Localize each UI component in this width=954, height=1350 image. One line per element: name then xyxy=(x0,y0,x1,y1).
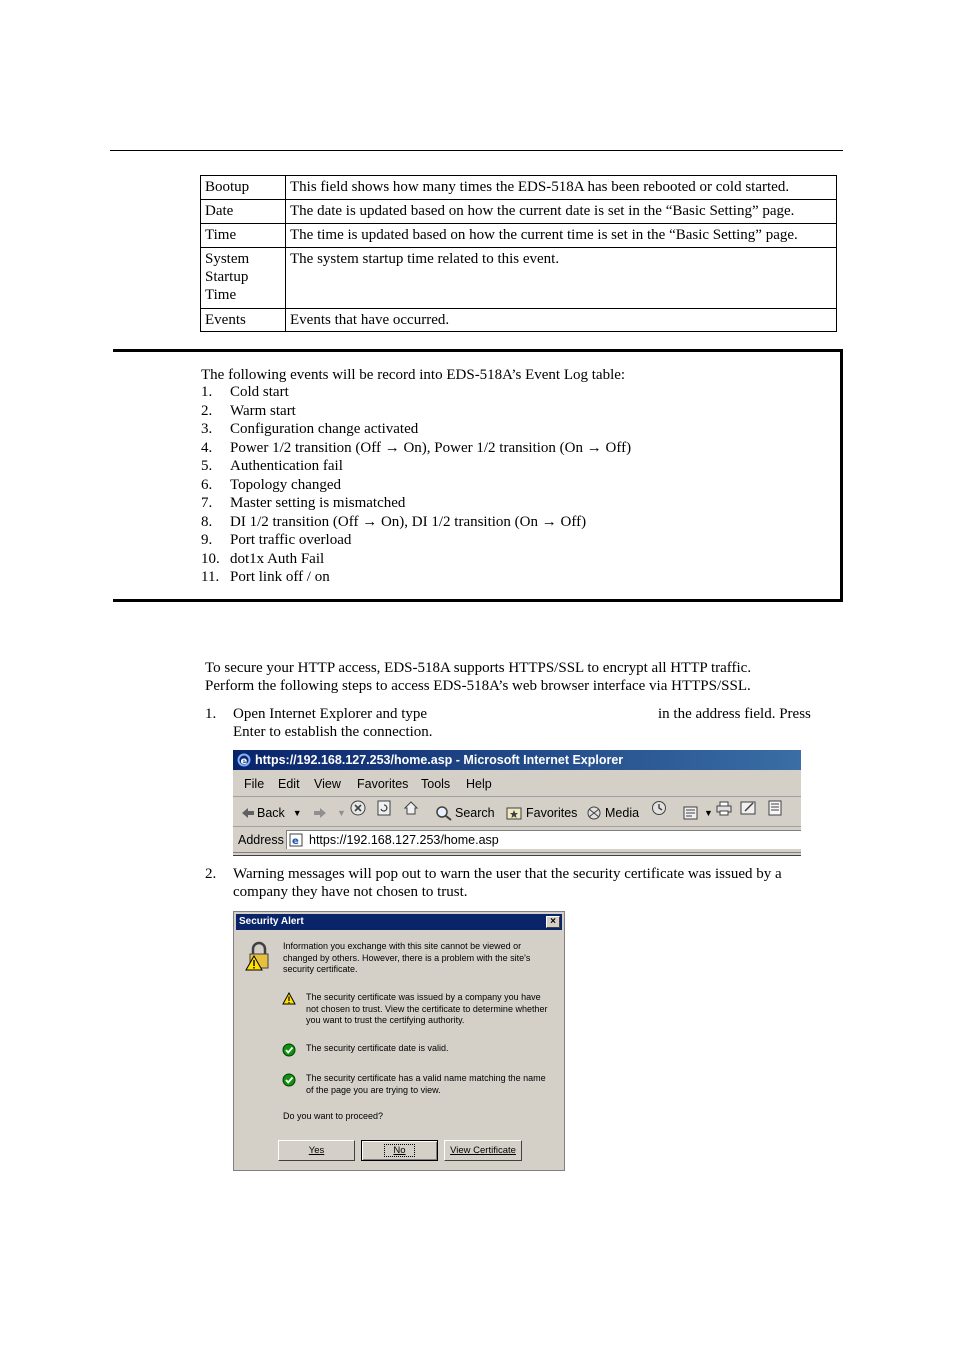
history-icon xyxy=(650,800,668,816)
field-name: System Startup Time xyxy=(201,248,286,309)
list-item-number: 4. xyxy=(201,439,213,456)
step-number: 2. xyxy=(205,866,217,882)
field-description: Events that have occurred. xyxy=(286,309,837,332)
warning-untrusted-issuer: The security certificate was issued by a company you have not chosen to trust. View the certificate to determine whether you want to trust the certifying authority. xyxy=(306,992,548,1025)
table-row xyxy=(201,224,837,248)
browser-window xyxy=(233,750,801,856)
address-url: https://192.168.127.253/home.asp xyxy=(309,833,499,847)
ok-name-valid: The security certificate has a valid name matching the name of the page you are trying to view. xyxy=(306,1073,546,1095)
list-item xyxy=(201,457,631,476)
home-icon xyxy=(403,800,419,816)
browser-content-edge xyxy=(233,852,801,856)
list-item-text: Warm start xyxy=(230,402,296,419)
field-name: Bootup xyxy=(201,176,286,200)
list-item xyxy=(201,550,631,569)
step-2 xyxy=(205,865,825,905)
back-arrow-icon xyxy=(241,807,255,819)
media-label: Media xyxy=(605,806,640,820)
favorites-label: Favorites xyxy=(526,806,578,820)
list-item-text: Configuration change activated xyxy=(230,421,419,437)
list-item-number: 2. xyxy=(201,402,213,419)
media-icon xyxy=(585,805,603,821)
list-item-number: 5. xyxy=(201,458,213,474)
close-button[interactable] xyxy=(546,916,560,928)
list-item-number: 11. xyxy=(201,569,220,585)
dialog-question: Do you want to proceed? xyxy=(283,1111,384,1121)
list-item xyxy=(201,439,631,458)
mail-icon xyxy=(683,805,701,821)
list-item-number: 9. xyxy=(201,532,213,548)
event-list xyxy=(201,383,631,587)
stop-icon xyxy=(350,800,366,816)
page-icon xyxy=(289,833,303,847)
field-description: The date is updated based on how the current date is set in the “Basic Setting” page. xyxy=(286,200,837,224)
discuss-icon xyxy=(767,800,783,816)
field-name: Events xyxy=(201,309,286,332)
step-text: company they have not chosen to trust. xyxy=(233,884,468,900)
field-description: The time is updated based on how the current time is set in the “Basic Setting” page. xyxy=(286,224,837,248)
stop-button[interactable] xyxy=(350,800,368,816)
mail-button[interactable] xyxy=(683,800,713,826)
browser-title-bar xyxy=(233,750,801,770)
mail-dropdown-icon: ▼ xyxy=(704,808,713,818)
edit-button[interactable] xyxy=(740,800,760,816)
history-button[interactable] xyxy=(650,800,670,816)
print-icon xyxy=(715,800,733,816)
list-item-number: 1. xyxy=(201,384,213,400)
list-item-text: DI 1/2 transition (Off → On), DI 1/2 transition (On → Off) xyxy=(230,513,587,530)
list-item xyxy=(201,568,631,587)
print-button[interactable] xyxy=(715,800,735,816)
table-row xyxy=(201,309,837,332)
header-rule xyxy=(110,150,843,151)
menu-tools[interactable]: Tools xyxy=(421,777,451,791)
list-item xyxy=(201,383,631,402)
table-row xyxy=(201,200,837,224)
browser-toolbar xyxy=(233,800,801,827)
field-description: This field shows how many times the EDS-518A has been rebooted or cold started. xyxy=(286,176,837,200)
table-row xyxy=(201,248,837,309)
field-name: Date xyxy=(201,200,286,224)
event-log-field-table xyxy=(200,175,837,332)
dialog-title: Security Alert xyxy=(239,916,304,927)
back-label: Back xyxy=(257,806,285,820)
note-intro: The following events will be record into EDS-518A’s Event Log table: xyxy=(201,367,626,383)
step-number: 1. xyxy=(205,706,217,722)
table-row xyxy=(201,176,837,200)
list-item-number: 7. xyxy=(201,495,213,511)
discuss-button[interactable] xyxy=(767,800,785,816)
favorites-button[interactable] xyxy=(506,800,577,826)
forward-arrow-icon xyxy=(313,807,327,819)
list-item-text: Power 1/2 transition (Off → On), Power 1/2 transition (On → Off) xyxy=(230,439,632,456)
list-item-text: Port traffic overload xyxy=(230,532,352,548)
ok-date-valid: The security certificate date is valid. xyxy=(306,1043,449,1053)
field-name: Time xyxy=(201,224,286,248)
list-item-text: Authentication fail xyxy=(230,458,343,474)
address-label: Address xyxy=(238,833,284,847)
forward-dropdown-icon: ▼ xyxy=(337,808,346,818)
menu-help[interactable]: Help xyxy=(466,777,492,791)
warning-icon xyxy=(282,992,296,1005)
list-item-number: 6. xyxy=(201,476,213,493)
address-bar xyxy=(233,829,801,851)
dialog-intro: Information you exchange with this site cannot be viewed or changed by others. However, there is a problem with the site's security certificate. xyxy=(283,941,531,974)
close-icon: × xyxy=(550,916,556,927)
list-item-text: Port link off / on xyxy=(230,569,330,585)
step-1 xyxy=(205,705,825,745)
check-icon xyxy=(282,1073,296,1087)
list-item-number: 8. xyxy=(201,513,213,530)
menu-file[interactable]: File xyxy=(244,777,265,791)
back-button[interactable] xyxy=(241,800,302,826)
list-item-text: dot1x Auth Fail xyxy=(230,550,325,567)
list-item xyxy=(201,476,631,495)
svg-text:e: e xyxy=(292,836,299,847)
list-item xyxy=(201,513,631,532)
forward-button[interactable] xyxy=(313,800,346,826)
list-item xyxy=(201,494,631,513)
search-button[interactable] xyxy=(435,800,495,826)
list-item xyxy=(201,402,631,421)
step-text: Enter to establish the connection. xyxy=(233,724,433,740)
search-icon xyxy=(435,805,453,821)
refresh-button[interactable] xyxy=(376,800,394,816)
media-button[interactable] xyxy=(585,800,639,826)
yes-button[interactable]: Yes xyxy=(278,1140,355,1161)
favorites-icon xyxy=(506,805,524,821)
dialog-title-bar xyxy=(236,914,562,930)
home-button[interactable] xyxy=(403,800,421,816)
list-item-text: Topology changed xyxy=(230,476,342,493)
back-dropdown-icon: ▼ xyxy=(292,808,302,818)
list-item xyxy=(201,420,631,439)
security-alert-dialog xyxy=(233,911,565,1171)
browser-menu-bar xyxy=(233,772,801,797)
no-button[interactable]: No xyxy=(361,1140,438,1161)
browser-title: https://192.168.127.253/home.asp - Microsoft Internet Explorer xyxy=(255,753,624,767)
field-description: The system startup time related to this event. xyxy=(286,248,837,309)
menu-favorites[interactable]: Favorites xyxy=(357,777,409,791)
refresh-icon xyxy=(376,800,392,816)
view-certificate-button[interactable]: View Certificate xyxy=(444,1140,522,1161)
https-intro-line2: Perform the following steps to access EDS-518A’s web browser interface via HTTPS/SSL. xyxy=(205,678,751,694)
edit-icon xyxy=(740,800,758,816)
list-item xyxy=(201,531,631,550)
list-item-text: Master setting is mismatched xyxy=(230,495,406,511)
list-item-number: 3. xyxy=(201,421,213,437)
step-text: in the address field. Press xyxy=(658,706,811,722)
list-item-number: 10. xyxy=(201,550,220,567)
step-text: Open Internet Explorer and type xyxy=(233,706,428,722)
lock-warning-icon xyxy=(244,940,274,972)
list-item-text: Cold start xyxy=(230,384,289,400)
search-label: Search xyxy=(455,806,495,820)
menu-view[interactable]: View xyxy=(314,777,341,791)
check-icon xyxy=(282,1043,296,1057)
address-input[interactable] xyxy=(286,830,801,849)
ie-logo-icon xyxy=(237,753,251,767)
https-intro-line1: To secure your HTTP access, EDS-518A supports HTTPS/SSL to encrypt all HTTP traffic. xyxy=(205,660,752,676)
step-text: Warning messages will pop out to warn the user that the security certificate was issued by a xyxy=(233,866,782,882)
svg-text:e: e xyxy=(240,756,248,767)
menu-edit[interactable]: Edit xyxy=(278,777,300,791)
